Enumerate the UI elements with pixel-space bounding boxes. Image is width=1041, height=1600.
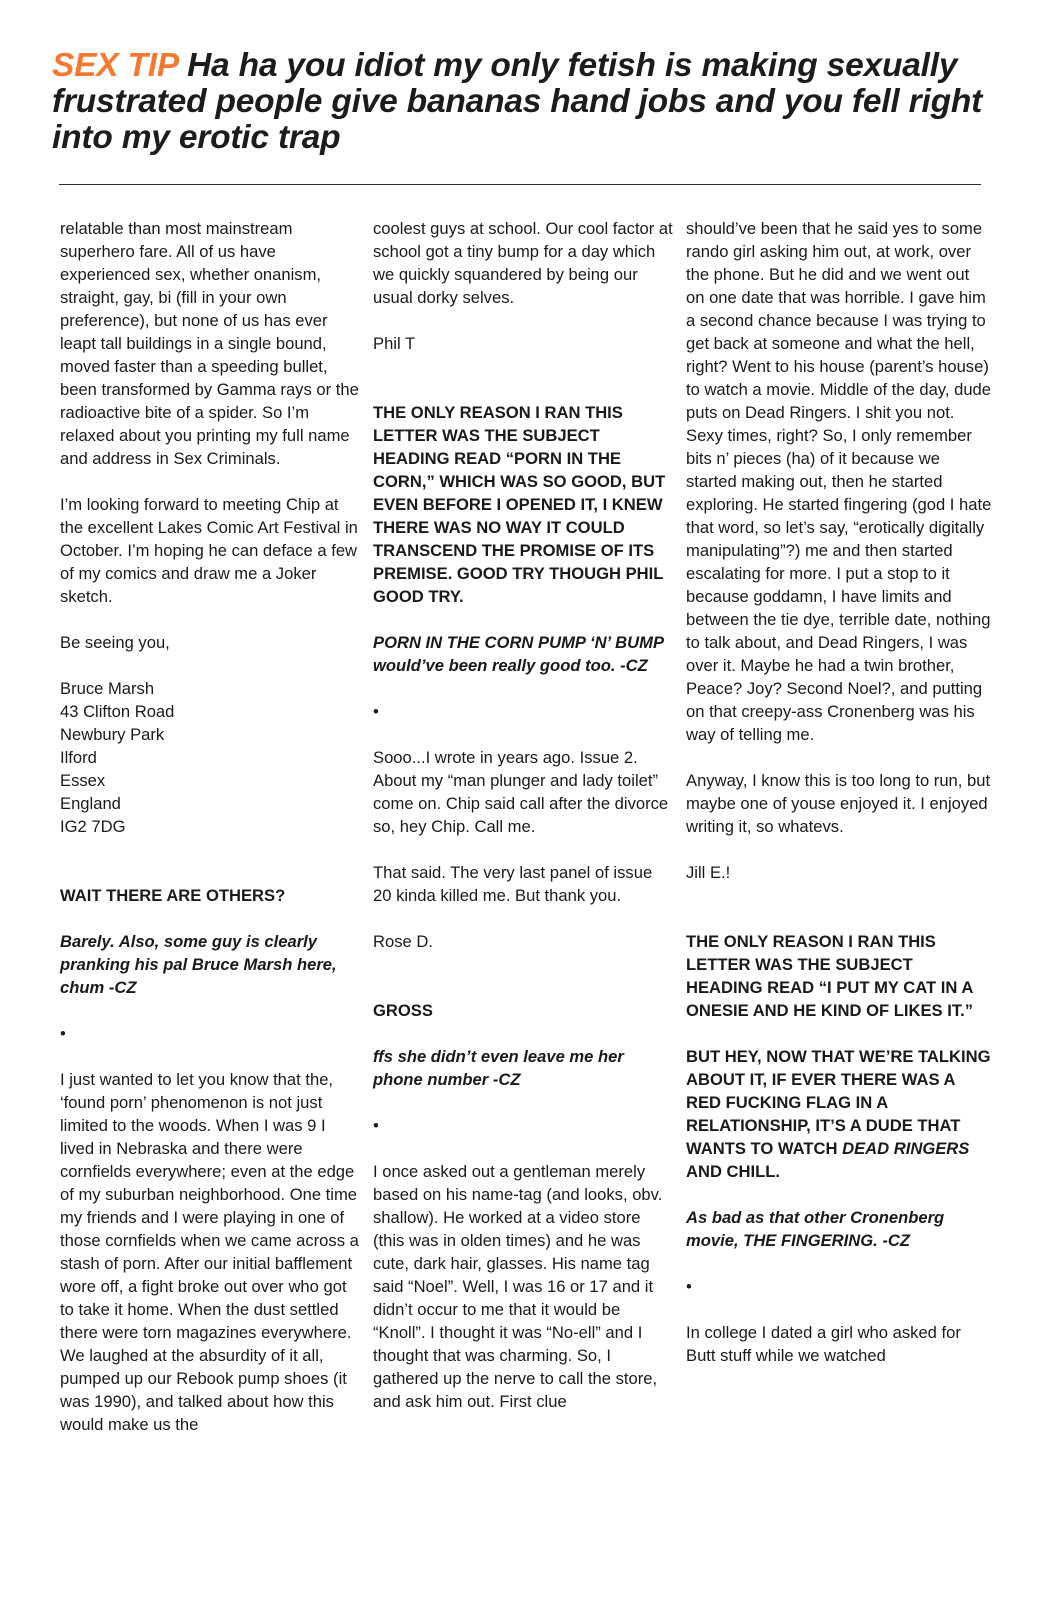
letter-paragraph: I just wanted to let you know that the, ‘found porn’ phenomenon is not just limited to the woods. When I was 9 I lived in Nebraska and there were cornfields everywhere; even at the edge of my suburban neighborhood. One time my friends and I were playing in one of those cornfields when we came across a stash of porn. After our initial bafflement wore off, a fight broke out over who got to take it home. When the dust settled there were torn magazines everywhere. We laughed at the absurdity of it all, pumped up our Rebook pump shoes (it was 1990), and talked about how this would make us the	[60, 1070, 359, 1434]
letter-paragraph: I once asked out a gentleman merely based on his name-tag (and looks, obv. shallow). He worked at a video store (this was in olden times) and he was cute, dark hair, glasses. His name tag said “Noel”. Well, I was 16 or 17 and it didn’t occur to me that it would be “Knoll”. I thought it was “No-ell” and I thought that was charming. So, I gathered up the nerve to call the store, and ask him out. First clue	[373, 1162, 663, 1411]
letter-signoff: Be seeing you,	[60, 633, 170, 652]
film-title: DEAD RINGERS	[842, 1139, 970, 1158]
sex-tip-text: Ha ha you idiot my only fetish is making sexually frustrated people give bananas hand jobs and you fell right into my erotic trap	[52, 47, 983, 156]
bullet-separator: •	[373, 1116, 379, 1135]
column-1	[60, 217, 360, 1459]
address-line: 43 Clifton Road	[60, 702, 175, 721]
letter-paragraph: That said. The very last panel of issue 20 kinda killed me. But thank you.	[373, 863, 653, 905]
column-2	[373, 217, 673, 1436]
letter-signature: Jill E.!	[686, 863, 731, 882]
letter-paragraph: Anyway, I know this is too long to run, but maybe one of youse enjoyed it. I enjoyed writing it, so whatevs.	[686, 771, 991, 836]
bullet-separator: •	[686, 1277, 692, 1296]
response-heading: WAIT THERE ARE OTHERS?	[60, 886, 286, 905]
address-line: Newbury Park	[60, 725, 165, 744]
letter-paragraph: should’ve been that he said yes to some rando girl asking him out, at work, over the phone. But he did and we went out on one date that was horrible. I gave him a second chance because I was trying to get back at someone and what the hell, right? Went to his house (parent’s house) to watch a movie. Middle of the day, dude puts on Dead Ringers. I shit you not. Sexy times, right? So, I only remember bits n’ pieces (ha) of it because we started making out, then he started exploring. He started fingering (god I hate that word, so let’s say, “erotically digitally manipulating”?) me and then started escalating for more. I put a stop to it because goddamn, I have limits and between the tie dye, terrible date, nothing to talk about, and Dead Ringers, I was over it. Maybe he had a twin brother, Peace? Joy? Second Noel?, and putting on that creepy-ass Cronenberg was his way of telling me.	[686, 219, 992, 744]
address-line: Ilford	[60, 748, 97, 767]
sender-address	[60, 677, 360, 838]
address-line: Essex	[60, 771, 106, 790]
response-text: BUT HEY, NOW THAT WE’RE TALKING ABOUT IT, IF EVER THERE WAS A RED FUCKING FLAG IN A RELATIONSHIP, IT’S A DUDE THAT WANTS TO WATCH	[686, 1047, 991, 1158]
header-divider	[59, 184, 981, 185]
letter-paragraph: Sooo...I wrote in years ago. Issue 2. About my “man plunger and lady toilet” come on. Chip said call after the divorce so, hey Chip. Call me.	[373, 748, 669, 836]
page-header	[52, 48, 1002, 156]
bullet-separator: •	[60, 1024, 66, 1043]
column-3	[686, 217, 992, 1390]
letter-paragraph: relatable than most mainstream superhero fare. All of us have experienced sex, whether onanism, straight, gay, bi (fill in your own preference), but none of us has ever leapt tall buildings in a single bound, moved faster than a speeding bullet, been transformed by Gamma rays or the radioactive bite of a spider. So I’m relaxed about you printing my full name and address in Sex Criminals.	[60, 219, 359, 468]
letter-signature: Phil T	[373, 334, 416, 353]
letter-paragraph: coolest guys at school. Our cool factor at school got a tiny bump for a day which we quickly squandered by being our usual dorky selves.	[373, 219, 673, 307]
editor-response: THE ONLY REASON I RAN THIS LETTER WAS THE SUBJECT HEADING READ “I PUT MY CAT IN A ONESIE AND HE KIND OF LIKES IT.”	[686, 932, 974, 1020]
editor-note: As bad as that other Cronenberg movie, THE FINGERING. -CZ	[686, 1208, 945, 1250]
editor-note: Barely. Also, some guy is clearly pranking his pal Bruce Marsh here, chum -CZ	[60, 932, 337, 997]
response-text: AND CHILL.	[686, 1162, 781, 1181]
letter-paragraph: In college I dated a girl who asked for Butt stuff while we watched	[686, 1323, 961, 1365]
editor-response	[686, 1045, 992, 1183]
sex-tip-label: SEX TIP	[52, 47, 180, 84]
address-line: Bruce Marsh	[60, 679, 155, 698]
address-line: England	[60, 794, 121, 813]
letter-signature: Rose D.	[373, 932, 433, 951]
address-line: IG2 7DG	[60, 817, 126, 836]
bullet-separator: •	[373, 702, 379, 721]
editor-note: ffs she didn’t even leave me her phone number -CZ	[373, 1047, 624, 1089]
letter-paragraph: I’m looking forward to meeting Chip at the excellent Lakes Comic Art Festival in October. I’m hoping he can deface a few of my comics and draw me a Joker sketch.	[60, 495, 358, 606]
editor-note: PORN IN THE CORN PUMP ‘N’ BUMP would’ve been really good too. -CZ	[373, 633, 664, 675]
response-heading: GROSS	[373, 1001, 433, 1020]
editor-response: THE ONLY REASON I RAN THIS LETTER WAS THE SUBJECT HEADING READ “PORN IN THE CORN,” WHICH WAS SO GOOD, BUT EVEN BEFORE I OPENED IT, I KNEW THERE WAS NO WAY IT COULD TRANSCEND THE PROMISE OF ITS PREMISE. GOOD TRY THOUGH PHIL GOOD TRY.	[373, 403, 666, 606]
